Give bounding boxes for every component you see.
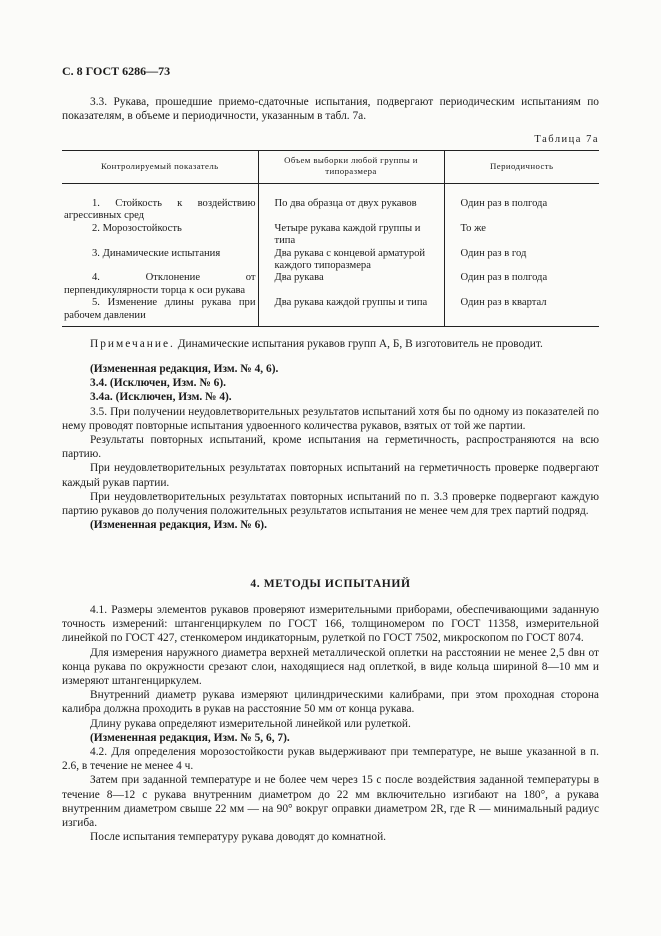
paragraph-4-2-after: После испытания температуру рукава доводят до комнатной. bbox=[90, 831, 387, 844]
table-row bbox=[62, 272, 599, 297]
note-paragraph bbox=[62, 337, 599, 351]
paragraph-3-3: 3.3. Рукава, прошедшие приемо-сдаточные испытания, подвергают периодическим испытаниям по показателям, в объеме и периодичности, указанным в табл. 7а. bbox=[62, 96, 599, 123]
cell-sample: Четыре рукава каждой группы и типа bbox=[258, 223, 444, 248]
paragraph-3-4a: 3.4а. (Исключен, Изм. № 4). bbox=[90, 391, 232, 404]
paragraph-4-1-inner-diameter: Внутренний диаметр рукава измеряют цилиндрическими калибрами, при этом проходная сторона калибра должна проходить в рукав на расстояние 50 мм от конца рукава. bbox=[62, 689, 599, 716]
col-header-sample: Объем выборки любой группы и типоразмера bbox=[258, 151, 444, 184]
col-header-indicator: Контролируемый показатель bbox=[62, 151, 258, 184]
cell-sample: Два рукава каждой группы и типа bbox=[258, 297, 444, 326]
table-header-row bbox=[62, 151, 599, 184]
paragraph-3-5-batches: При неудовлетворительных результатах повторных испытаний по п. 3.3 проверке подвергают каждую партию рукавов до получения положительных результатов испытания не менее чем для трех партий подряд. bbox=[62, 490, 599, 518]
table-row bbox=[62, 184, 599, 223]
cell-periodicity: Один раз в полгода bbox=[460, 198, 548, 209]
edit-note: (Измененная редакция, Изм. № 5, 6, 7). bbox=[90, 731, 290, 744]
col-header-periodicity: Периодичность bbox=[444, 151, 599, 184]
cell-sample: Два рукава bbox=[258, 272, 444, 297]
edit-note: (Измененная редакция, Изм. № 6). bbox=[90, 519, 267, 532]
section-3-3 bbox=[62, 95, 599, 123]
paragraph-4-2: 4.2. Для определения морозостойкости рукав выдерживают при температуре, не выше указанной в п. 2.6, в течение не менее 4 ч. bbox=[62, 746, 599, 773]
table-note bbox=[62, 337, 599, 351]
table-row bbox=[62, 223, 599, 248]
cell-periodicity: Один раз в год bbox=[460, 247, 527, 259]
table-caption bbox=[62, 133, 599, 147]
note-text: Динамические испытания рукавов групп А, Б, В изготовитель не проводит. bbox=[177, 338, 543, 350]
paragraph-4-1-length: Длину рукава определяют измерительной линейкой или рулеткой. bbox=[90, 717, 411, 730]
paragraph-4-2-bending: Затем при заданной температуре и не более чем через 15 с после воздействия заданной температуры в течение 8—12 с рукава внутренним диаметром до 22 мм включительно изгибают на 180°, а рукава внутренним диаметром свыше 22 мм — на 90° вокруг оправки диаметром 2R, где R — минимальный радиус изгиба. bbox=[62, 774, 599, 830]
cell-indicator: 3. Динамические испытания bbox=[92, 247, 221, 259]
table-row bbox=[62, 297, 599, 326]
table-7a bbox=[62, 150, 599, 327]
cell-indicator: 5. Изменение длины рукава при рабочем давлении bbox=[62, 297, 258, 326]
cell-indicator: 1. Стойкость к воздействию агрессивных сред bbox=[64, 198, 256, 222]
paragraph-3-5: 3.5. При получении неудовлетворительных результатов испытаний хотя бы по одному из показателей по нему проводят повторные испытания удвоенного количества рукавов, взятых от той же партии. bbox=[62, 405, 599, 432]
section-4-title-wrap bbox=[62, 577, 599, 591]
paragraph-3-5-results: Результаты повторных испытаний, кроме испытания на герметичность, распространяются на всю партию. bbox=[62, 434, 599, 461]
cell-sample: Два рукава с концевой арматурой каждого типоразмера bbox=[258, 248, 444, 273]
cell-periodicity: Один раз в квартал bbox=[444, 297, 599, 326]
page-header: С. 8 ГОСТ 6286—73 bbox=[62, 64, 171, 78]
cell-periodicity: Один раз в полгода bbox=[460, 272, 548, 284]
cell-periodicity: То же bbox=[460, 222, 487, 234]
paragraph-3-4: 3.4. (Исключен, Изм. № 6). bbox=[90, 377, 226, 390]
periodic-tests-table bbox=[62, 150, 599, 327]
section-3-4-3-5 bbox=[62, 362, 599, 532]
section-4 bbox=[62, 603, 599, 844]
cell-sample: По два образца от двух рукавов bbox=[258, 184, 444, 223]
paragraph-4-1-outer-diameter: Для измерения наружного диаметра верхней металлической оплетки на расстоянии не менее 2,5 dвн от конца рукава по окружности срезают слои, находящиеся над оплеткой, в виде кольца шириной 8—10 мм и измеряют штангенциркулем. bbox=[62, 646, 599, 688]
note-label: Примечание. bbox=[90, 338, 175, 350]
paragraph-4-1: 4.1. Размеры элементов рукавов проверяют измерительными приборами, обеспечивающими заданную точность измерений: штангенциркулем по ГОСТ 166, толщиномером по ГОСТ 11358, измерительной линейкой по ГОСТ 427, стенкомером индикаторным, рулеткой по ГОСТ 7502, микроскопом по ГОСТ 8074. bbox=[62, 604, 599, 645]
section-title: 4. МЕТОДЫ ИСПЫТАНИЙ bbox=[250, 577, 411, 590]
cell-indicator: 4. Отклонение от перпендикулярности торца к оси рукава bbox=[64, 272, 256, 296]
table-row bbox=[62, 248, 599, 273]
cell-indicator: 2. Морозостойкость bbox=[92, 222, 182, 234]
paragraph-3-5-tightness: При неудовлетворительных результатах повторных испытаний на герметичность проверке подвергают каждый рукав партии. bbox=[62, 462, 599, 489]
table-7a-caption: Таблица 7а bbox=[534, 134, 599, 145]
edit-note: (Измененная редакция, Изм. № 4, 6). bbox=[90, 363, 279, 375]
